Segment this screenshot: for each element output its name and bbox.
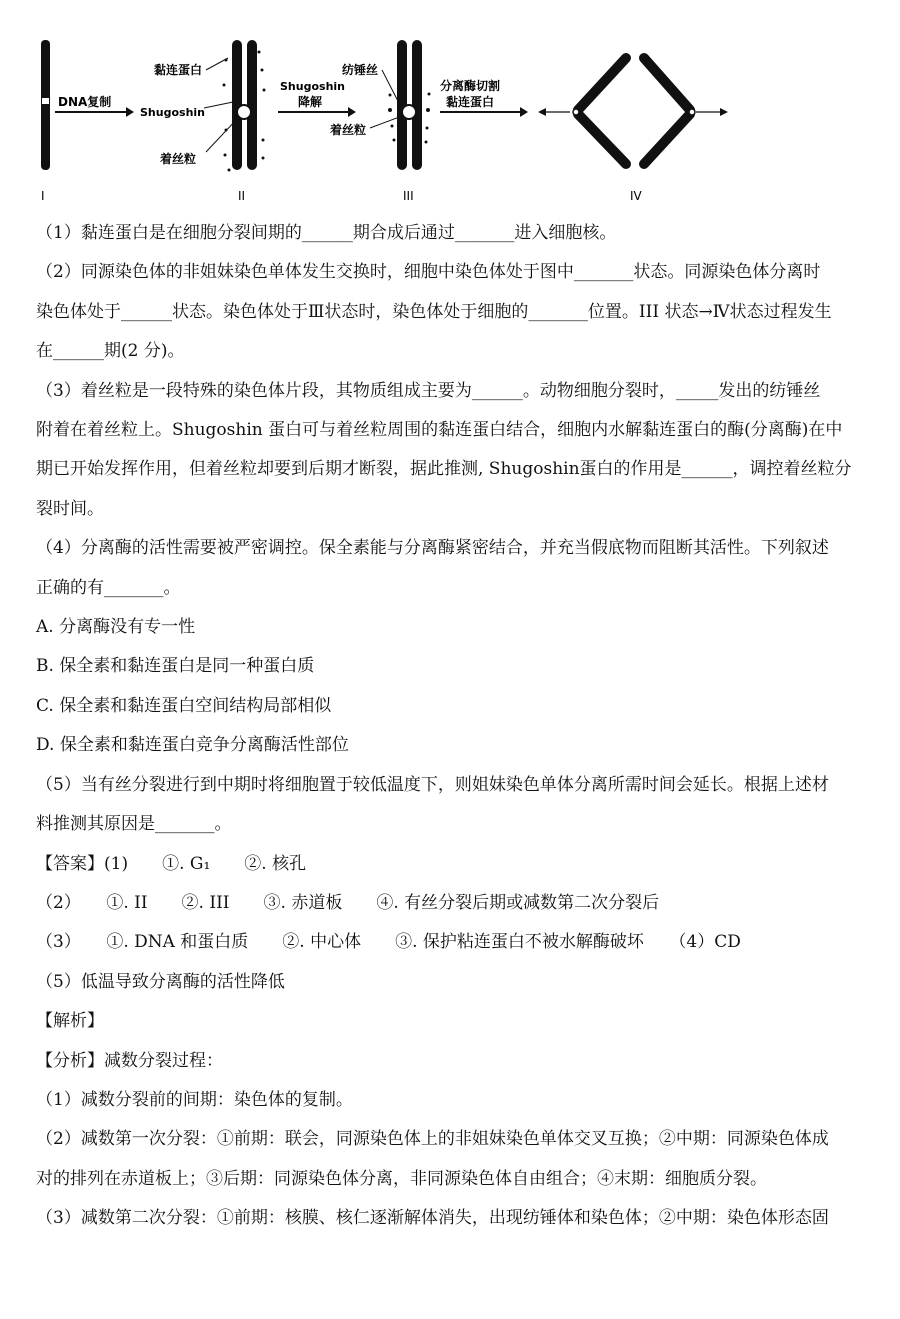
analysis-heading: 【解析】 (36, 1011, 104, 1032)
analysis-line: （2）减数第一次分裂：①前期：联会，同源染色体上的非姐妹染色单体交叉互换；②中期：同源染色体成 (36, 1129, 829, 1150)
stage-label-ii: II (238, 189, 246, 203)
analysis-line: 【分析】减数分裂过程： (36, 1050, 223, 1071)
stage-label-iii: III (403, 189, 414, 203)
arrow1-label: DNA复制 (58, 95, 112, 109)
arrow2-label-line1: Shugoshin (280, 80, 345, 93)
label-shugoshin: Shugoshin (140, 106, 205, 119)
label-cohesin: 黏连蛋白 (154, 63, 203, 77)
question-line: （1）黏连蛋白是在细胞分裂间期的______期合成后通过_______进入细胞核。 (36, 223, 617, 243)
answer-line: （5）低温导致分离酶的活性降低 (36, 971, 285, 992)
answer-line: 【答案】(1) ①. G₁ ②. 核孔 (36, 853, 307, 874)
label-centromere-ii: 着丝粒 (160, 152, 197, 166)
question-line: 附着在着丝粒上。Shugoshin 蛋白可与着丝粒周围的黏连蛋白结合，细胞内水解黏连蛋白的酶(分离酶)在中 (36, 420, 843, 441)
answer-line: （2） ①. II ②. III ③. 赤道板 ④. 有丝分裂后期或减数第二次分裂后 (36, 892, 660, 913)
question-line: （3）着丝粒是一段特殊的染色体片段，其物质组成主要为______。动物细胞分裂时，_____发出的纺锤丝 (36, 380, 821, 401)
option-a: A. 分离酶没有专一性 (36, 617, 196, 638)
label-centromere-iii: 着丝粒 (330, 123, 367, 137)
answer-line: （3） ①. DNA 和蛋白质 ②. 中心体 ③. 保护粘连蛋白不被水解酶破坏 （4）CD (36, 932, 741, 953)
question-line: （4）分离酶的活性需要被严密调控。保全素能与分离酶紧密结合，并充当假底物而阻断其活性。下列叙述 (36, 538, 829, 559)
question-line: 裂时间。 (36, 498, 104, 519)
question-line: 在______期(2 分)。 (36, 341, 185, 362)
arrow3-label-line1: 分离酶切割 (440, 79, 501, 93)
option-b: B. 保全素和黏连蛋白是同一种蛋白质 (36, 656, 315, 677)
arrow-separase-cleavage (440, 78, 528, 117)
arrow2-label-line2: 降解 (298, 95, 323, 109)
questions (36, 214, 866, 845)
document-body (36, 214, 866, 1239)
stage-i-chromosome (41, 40, 50, 170)
chromosome-figure (30, 30, 750, 210)
question-line: 染色体处于______状态。染色体处于Ⅲ状态时，染色体处于细胞的_______位置。III 状态→Ⅳ状态过程发生 (36, 301, 832, 322)
option-c: C. 保全素和黏连蛋白空间结构局部相似 (36, 695, 332, 716)
arrow3-label-line2: 黏连蛋白 (446, 95, 495, 109)
analysis-line: （1）减数分裂前的间期：染色体的复制。 (36, 1089, 353, 1110)
option-d: D. 保全素和黏连蛋白竞争分离酶活性部位 (36, 735, 349, 756)
answers (36, 845, 866, 1003)
stage-label-iv: IV (630, 189, 642, 203)
label-spindle: 纺锤丝 (342, 63, 379, 77)
analysis (36, 1002, 866, 1238)
stage-ii-chromosome (223, 40, 266, 172)
analysis-line: （3）减数第二次分裂：①前期：核膜、核仁逐渐解体消失，出现纺锤体和染色体；②中期：染色体形态固 (36, 1208, 829, 1229)
question-line: （5）当有丝分裂进行到中期时将细胞置于较低温度下，则姐妹染色单体分离所需时间会延长。根据上述材 (36, 774, 829, 795)
stage-iv-chromatids (538, 58, 728, 164)
arrow-dna-replication (55, 94, 134, 117)
analysis-line: 对的排列在赤道板上；③后期：同源染色体分离，非同源染色体自由组合；④末期：细胞质分裂。 (36, 1168, 767, 1189)
arrow-shugoshin-degradation (278, 80, 356, 117)
stage-iii-chromosome (388, 40, 431, 170)
question-line: 料推测其原因是_______。 (36, 814, 232, 835)
question-line: 正确的有_______。 (36, 577, 181, 598)
question-line: （2）同源染色体的非姐妹染色单体发生交换时，细胞中染色体处于图中_______状态。同源染色体分离时 (36, 262, 821, 283)
question-line: 期已开始发挥作用，但着丝粒却要到后期才断裂，据此推测, Shugoshin蛋白的作用是______，调控着丝粒分 (36, 459, 852, 480)
stage-label-i: I (41, 189, 45, 203)
